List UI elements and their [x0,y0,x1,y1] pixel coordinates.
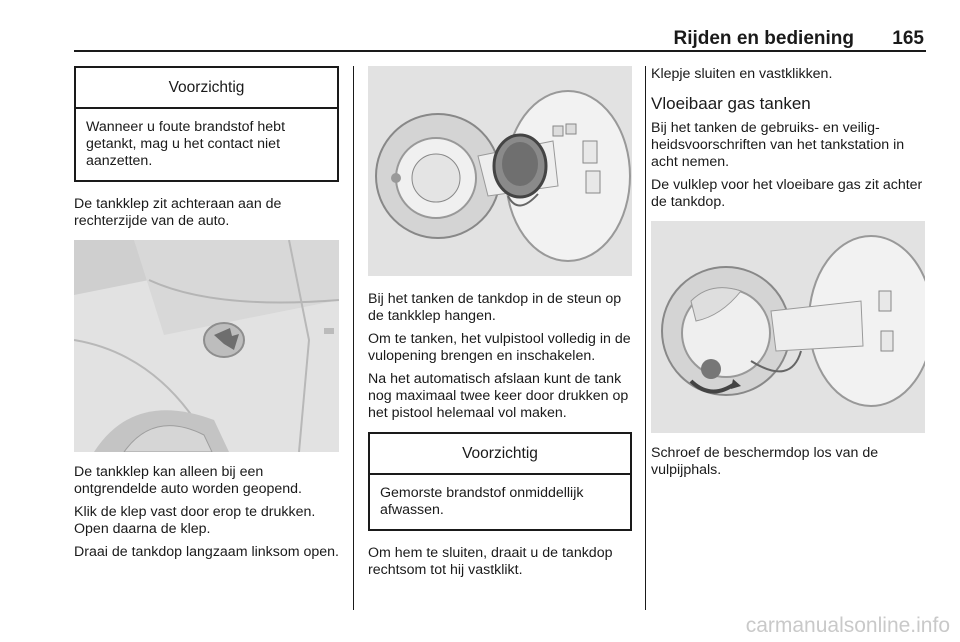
paragraph: Bij het tanken de tankdop in de steun op de tankklep hangen. [368,291,622,324]
paragraph: Na het automatisch afslaan kunt de tank nog maximaal twee keer door drukken op het pistool helemaal vol maken. [368,371,629,421]
caution-box [74,66,339,182]
paragraph: Om te tanken, het vulpistool volledig in de vulopening brengen en inschakelen. [368,331,631,364]
paragraph: Schroef de beschermdop los van de vulpijphals. [651,445,879,478]
paragraph: Om hem te sluiten, draait u de tankdop rechtsom tot hij vastklikt. [368,545,613,578]
paragraph: De vulklep voor het vloeibare gas zit achter de tankdop. [651,177,923,210]
figure-car-side [74,240,339,452]
paragraph: De tankklep zit achteraan aan de rechterzijde van de auto. [74,196,282,229]
paragraph: De tankklep kan alleen bij een ontgrendelde auto worden geopend. [74,464,302,497]
header-rule [74,50,926,52]
watermark: carmanualsonline.info [745,614,950,637]
caution-text: Gemorste brandstof onmiddellijk afwassen. [380,485,584,518]
lpg-filler-illustration [651,221,925,433]
paragraph: Klepje sluiten en vastklikken. [651,66,833,82]
caution-title: Voorzichtig [76,68,337,109]
figure-lpg-filler [651,221,925,433]
caution-box [368,432,632,531]
column-right [651,66,925,485]
paragraph: Bij het tanken de gebruiks- en veiligheidsvoorschriften van het tankstation in acht nemen. [651,120,905,170]
caution-text: Wanneer u foute brandstof hebt getankt, mag u het contact niet aanzetten. [86,119,286,169]
figure-fuel-cap [368,66,632,276]
section-title: Rijden en bediening [673,28,854,49]
paragraph: Klik de klep vast door erop te drukken. Open daarna de klep. [74,504,316,537]
column-middle [368,66,632,585]
caution-title: Voorzichtig [370,434,630,475]
fuel-cap-illustration [368,66,632,276]
section-heading: Vloeibaar gas tanken [651,94,811,113]
column-divider [353,66,354,610]
column-left [74,66,339,567]
column-divider [645,66,646,610]
page-number: 165 [892,28,924,49]
paragraph: Draai de tankdop langzaam linksom open. [74,544,339,560]
car-side-illustration [74,240,339,452]
